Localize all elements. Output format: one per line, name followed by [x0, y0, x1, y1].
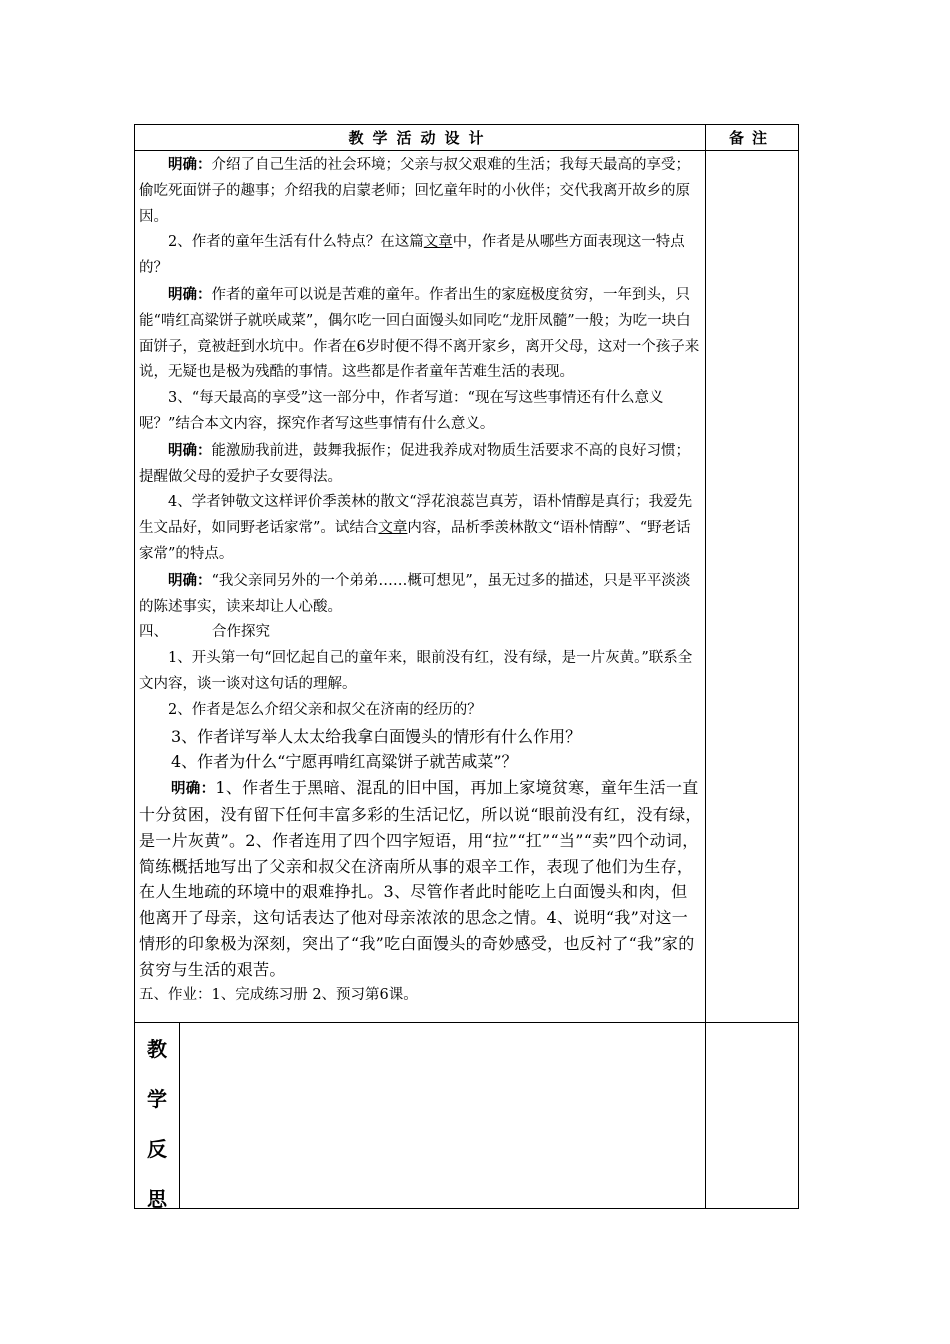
clarify-label: 明确： [168, 441, 212, 459]
paragraph-clarify-4: 明确：“我父亲同另外的一个弟弟……概可想见”，虽无过多的描述，只是平平淡淡的陈述事实，读来却让人心酸。 [139, 571, 691, 615]
article-link[interactable]: 文章 [423, 234, 453, 251]
cooperative-question-2: 2、作者是怎么介绍父亲和叔父在济南的经历的？ [168, 701, 482, 718]
clarify-label: 明确： [168, 571, 212, 589]
clarify-label: 明确： [168, 285, 212, 303]
lesson-plan-table [134, 124, 799, 1209]
homework-line: 五、作业：1、完成练习册 2、预习第6课。 [139, 986, 418, 1003]
question-4: 4、学者钟敬文这样评价季羡林的散文“浮花浪蕊岂真芳，语朴情醇是真行；我爱先生文品好，如同野老话家常”。试结合文章内容，品析季羡林散文“语朴情醇”、“野老话家常”的特点。 [139, 494, 693, 562]
clarify-label: 明确： [171, 780, 216, 798]
question-3: 3、“每天最高的享受”这一部分中，作者写道：“现在写这些事情还有什么意义呢？”结合本文内容，探究作者写这些事情有什么意义。 [139, 390, 664, 432]
paragraph-clarify-1: 明确：介绍了自己生活的社会环境；父亲与叔父艰难的生活；我每天最高的享受；偷吃死面饼子的趣事；介绍我的启蒙老师；回忆童年时的小伙伴；交代我离开故乡的原因。 [139, 156, 690, 225]
clarify-label: 明确： [168, 156, 212, 173]
paragraph-clarify-2: 明确：作者的童年可以说是苦难的童年。作者出生的家庭极度贫穷，一年到头，只能“啃红高粱饼子就咲咸菜”，偶尔吃一回白面馒头如同吃“龙肝凤髓”一般；为吃一块白面饼子，竟被赶到水坑中。作者在6岁时便不得不离开家乡，离开父母，这对一个孩子来说，无疑也是极为残酷的事情。这些都是作者童年苦难生活的表现。 [139, 285, 700, 381]
paragraph-clarify-answers: 明确：1、作者生于黑暗、混乱的旧中国，再加上家境贫寒，童年生活一直十分贫困，没有留下任何丰富多彩的生活记忆，所以说“眼前没有红，没有绿，是一片灰黄”。2、作者连用了四个四字短语，用“拉”“扛”“当”“卖”四个动词，简练概括地写出了父亲和叔父在济南所从事的艰辛工作，表现了他们为生存，在人生地疏的环境中的艰难挣扎。3、尽管作者此时能吃上白面馒头和肉，但他离开了母亲，这句话表达了他对母亲浓浓的思念之情。4、说明“我”对这一情形的印象极为深刻，突出了“我”吃白面馒头的奇妙感受，也反衬了“我”家的贫穷与生活的艰苦。 [139, 778, 702, 979]
cooperative-question-4: 4、作者为什么“宁愿再啃红高粱饼子就苦咸菜”？ [171, 752, 518, 772]
question-2: 2、作者的童年生活有什么特点？在这篇文章中，作者是从哪些方面表现这一特点的？ [139, 234, 685, 277]
cooperative-question-3: 3、作者详写举人太太给我拿白面馒头的情形有什么作用？ [171, 726, 582, 746]
teaching-reflection-cell[interactable] [180, 1023, 705, 1208]
teaching-activity-design-header: 教学活动设计 [348, 129, 493, 147]
lesson-content [139, 152, 702, 1008]
teaching-reflection-label: 教 学 反 思 [147, 1037, 167, 1211]
cooperative-question-1: 1、开头第一句“回忆起自己的童年来，眼前没有红，没有绿，是一片灰黄。”联系全文内容，谈一谈对这句话的理解。 [139, 650, 693, 692]
paragraph-clarify-3: 明确：能激励我前进，鼓舞我振作；促进我养成对物质生活要求不高的良好习惯；提醒做父母的爱护子女要得法。 [139, 441, 690, 485]
article-link[interactable]: 文章 [378, 520, 408, 537]
notes-cell[interactable] [706, 151, 798, 1208]
section-4-heading: 四、 合作探究 [139, 624, 270, 641]
notes-header: 备注 [728, 129, 775, 147]
